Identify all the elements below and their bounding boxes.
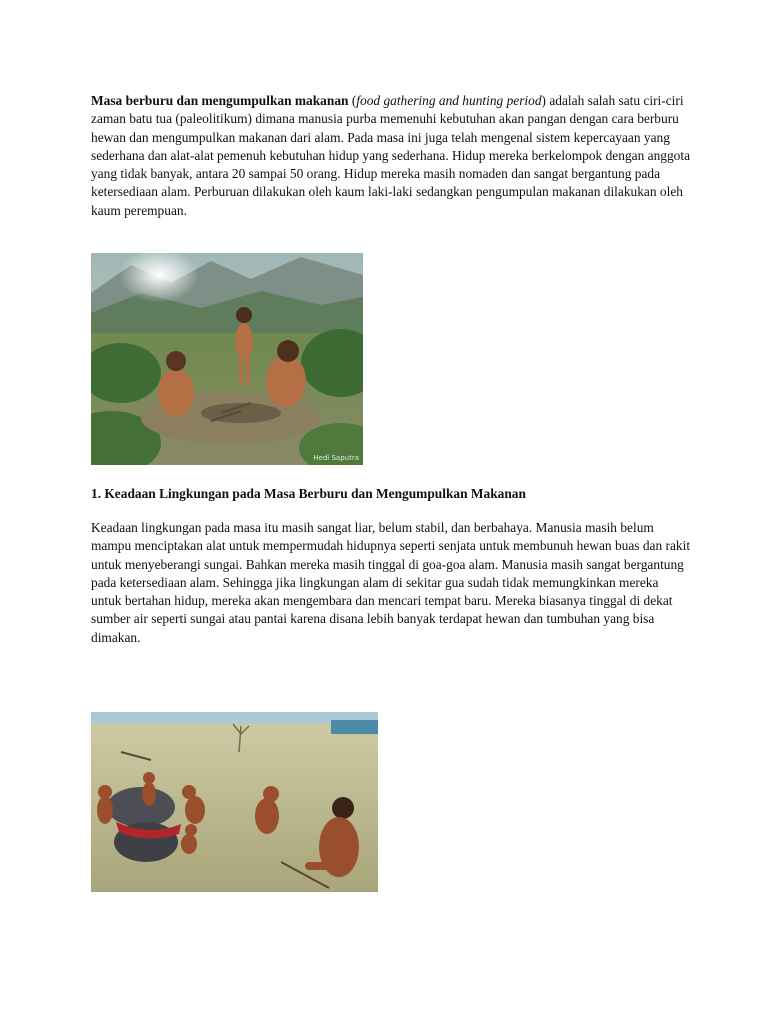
section-heading: 1. Keadaan Lingkungan pada Masa Berburu dan Mengumpulkan Makanan (91, 486, 526, 501)
image-watermark: Hedi Saputra (313, 454, 359, 462)
section-body-paragraph: Keadaan lingkungan pada masa itu masih sangat liar, belum stabil, dan berbahaya. Manusia masih belum mampu menciptakan alat untuk mempermudah hidupnya seperti senjata untuk membunuh hewan buas dan rakit untuk menyeberangi sungai. Bahkan mereka masih tinggal di goa-goa alam. Manusia masih sangat bergantung pada ketersediaan alam. Sehingga jika lingkungan alam di sekitar gua sudah tidak memungkinkan mereka untuk bertahan hidup, mereka akan mengembara dan mencari tempat baru. Mereka biasanya tinggal di dekat sumber air seperti sungai atau pantai karena disana lebih banyak terdapat hewan dan tumbuhan yang bisa dimakan. (91, 520, 691, 645)
hunting-group-illustration-image (91, 712, 378, 892)
prehistoric-family-diorama-image (91, 253, 363, 465)
intro-bold-lead: Masa berburu dan mengumpulkan makanan (91, 93, 349, 108)
intro-body-text: ) adalah salah satu ciri-ciri zaman batu tua (paleolitikum) dimana manusia purba memenuhi kebutuhan akan pangan dengan cara berburu hewan dan mengumpulkan makanan dari alam. Pada masa ini juga telah mengenal sistem kepercayaan yang sederhana dan alat-alat pemenuh kebutuhan hidup yang sederhana. Hidup mereka berkelompok dengan anggota yang tidak banyak, antara 20 sampai 50 orang. Hidup mereka masih nomaden dan sangat bergantung pada ketersediaan alam. Perburuan dilakukan oleh kaum laki-laki sedangkan pengumpulan makanan dilakukan oleh kaum perempuan. (91, 93, 691, 218)
intro-italic-term: food gathering and hunting period (356, 93, 542, 108)
intro-paren-open: ( (348, 93, 357, 108)
intro-paragraph (91, 92, 691, 220)
